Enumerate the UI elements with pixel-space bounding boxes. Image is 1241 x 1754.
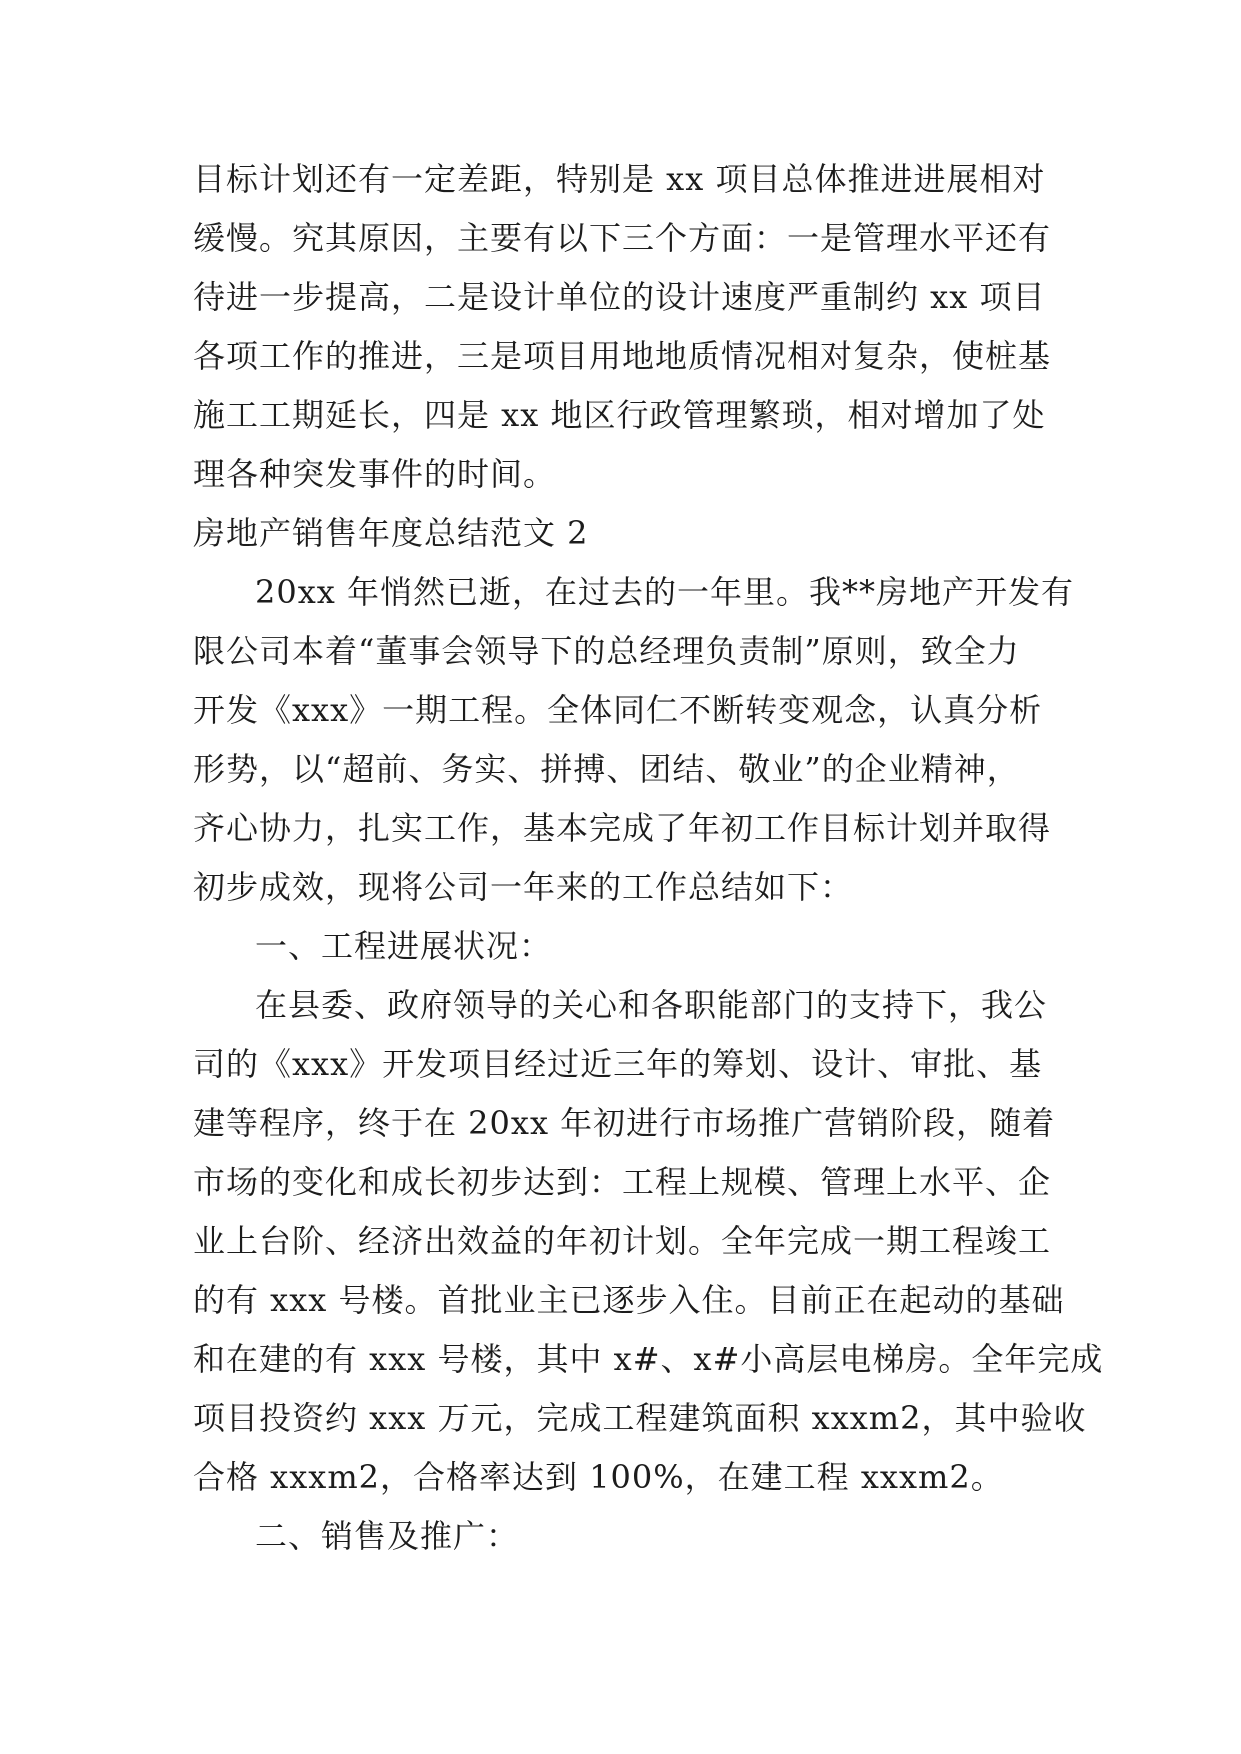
paragraph-line: 在县委、政府领导的关心和各职能部门的支持下，我公: [255, 986, 1048, 1024]
paragraph-line: 业上台阶、经济出效益的年初计划。全年完成一期工程竣工: [193, 1222, 1052, 1260]
paragraph-line: 待进一步提高，二是设计单位的设计速度严重制约 xx 项目: [193, 278, 1046, 316]
paragraph-line: 施工工期延长，四是 xx 地区行政管理繁琐，相对增加了处: [193, 396, 1046, 434]
paragraph-line: 初步成效，现将公司一年来的工作总结如下：: [193, 868, 854, 906]
paragraph-line: 开发《xxx》一期工程。全体同仁不断转变观念，认真分析: [193, 691, 1043, 729]
paragraph-line: 限公司本着“董事会领导下的总经理负责制”原则，致全力: [193, 632, 1020, 670]
paragraph-line: 合格 xxxm2，合格率达到 100%，在建工程 xxxm2。: [193, 1458, 1004, 1496]
paragraph-line: 的有 xxx 号楼。首批业主已逐步入住。目前正在起动的基础: [193, 1281, 1065, 1319]
paragraph-line: 建等程序，终于在 20xx 年初进行市场推广营销阶段，随着: [193, 1104, 1056, 1142]
paragraph-line: 目标计划还有一定差距，特别是 xx 项目总体推进进展相对: [193, 160, 1046, 198]
paragraph-line: 项目投资约 xxx 万元，完成工程建筑面积 xxxm2，其中验收: [193, 1399, 1087, 1437]
subheading-line: 二、销售及推广：: [255, 1517, 520, 1555]
paragraph-line: 形势，以“超前、务实、拼搏、团结、敬业”的企业精神，: [193, 750, 1020, 788]
paragraph-line: 理各种突发事件的时间。: [193, 455, 557, 493]
subheading-line: 一、工程进展状况：: [255, 927, 553, 965]
section-heading: 房地产销售年度总结范文 2: [193, 514, 589, 552]
paragraph-line: 缓慢。究其原因，主要有以下三个方面：一是管理水平还有: [193, 219, 1052, 257]
paragraph-line: 和在建的有 xxx 号楼，其中 x#、x#小高层电梯房。全年完成: [193, 1340, 1104, 1378]
paragraph-line: 20xx 年悄然已逝，在过去的一年里。我**房地产开发有: [255, 573, 1074, 611]
paragraph-line: 齐心协力，扎实工作，基本完成了年初工作目标计划并取得: [193, 809, 1052, 847]
paragraph-line: 各项工作的推进，三是项目用地地质情况相对复杂，使桩基: [193, 337, 1052, 375]
paragraph-line: 市场的变化和成长初步达到：工程上规模、管理上水平、企: [193, 1163, 1052, 1201]
document-body: [193, 150, 1104, 1566]
paragraph-line: 司的《xxx》开发项目经过近三年的筹划、设计、审批、基: [193, 1045, 1043, 1083]
